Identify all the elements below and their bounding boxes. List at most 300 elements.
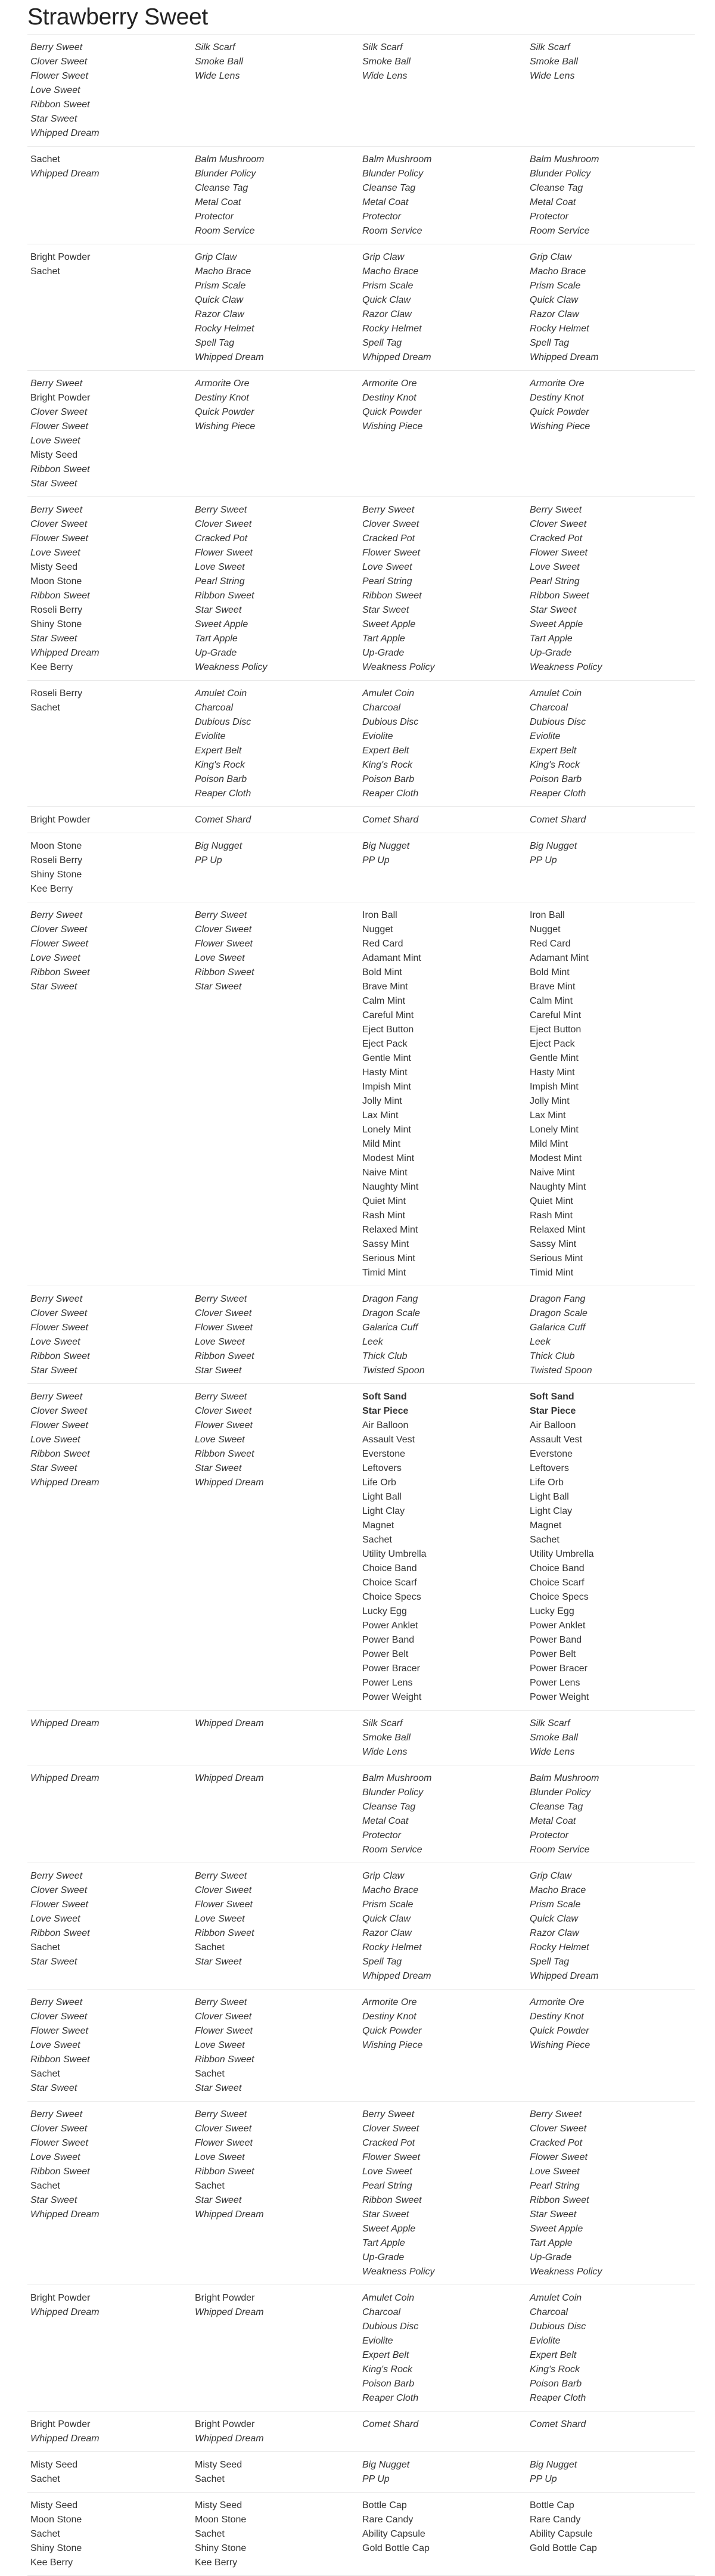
table-cell bbox=[30, 2108, 191, 2222]
item-name: Dubious Disc bbox=[362, 717, 419, 727]
item-name: Assault Vest bbox=[362, 1435, 415, 1445]
item-name: Armorite Ore bbox=[362, 1997, 417, 2007]
item-name: Protector bbox=[195, 212, 234, 222]
item-name: Berry Sweet bbox=[30, 1871, 83, 1881]
item-name: Moon Stone bbox=[30, 576, 82, 586]
item-name: Hasty Mint bbox=[530, 1067, 575, 1078]
item-name: Whipped Dream bbox=[30, 2434, 100, 2444]
table-row bbox=[27, 807, 695, 833]
item-name: Star Sweet bbox=[30, 114, 77, 124]
item-name: Power Belt bbox=[362, 1649, 409, 1659]
table-cell bbox=[195, 1390, 356, 1490]
table-cell bbox=[195, 2499, 356, 2570]
item-name: Balm Mushroom bbox=[362, 1773, 432, 1783]
table-cell bbox=[530, 1292, 691, 1378]
item-name: Quick Claw bbox=[530, 1914, 578, 1924]
item-name: Comet Shard bbox=[530, 2419, 586, 2429]
item-name: Air Balloon bbox=[362, 1420, 409, 1430]
item-name: Macho Brace bbox=[362, 1885, 419, 1895]
item-name: Love Sweet bbox=[30, 2152, 80, 2162]
item-name: Flower Sweet bbox=[530, 548, 587, 558]
item-name: Room Service bbox=[195, 226, 255, 236]
item-name: Serious Mint bbox=[530, 1253, 583, 1264]
item-name: Love Sweet bbox=[30, 1914, 80, 1924]
item-name: Prism Scale bbox=[362, 281, 414, 291]
item-name: Destiny Knot bbox=[362, 2012, 416, 2022]
item-name: Flower Sweet bbox=[30, 1900, 88, 1910]
item-name: Reaper Cloth bbox=[530, 789, 586, 799]
item-name: Macho Brace bbox=[195, 266, 251, 277]
item-name: Love Sweet bbox=[195, 1435, 245, 1445]
item-name: Kee Berry bbox=[195, 2558, 238, 2568]
item-name: Whipped Dream bbox=[362, 1971, 431, 1981]
item-name: Room Service bbox=[530, 226, 590, 236]
item-name: Quick Claw bbox=[362, 295, 411, 305]
item-name: Star Sweet bbox=[362, 605, 409, 615]
item-name: Berry Sweet bbox=[530, 2109, 582, 2119]
item-name: Comet Shard bbox=[530, 815, 586, 825]
item-name: Poison Barb bbox=[530, 2379, 582, 2389]
item-name: Eviolite bbox=[195, 731, 226, 741]
item-name: Clover Sweet bbox=[362, 519, 419, 529]
item-name: Flower Sweet bbox=[195, 2138, 253, 2148]
item-name: Moon Stone bbox=[30, 2515, 82, 2525]
item-name: Metal Coat bbox=[195, 197, 241, 207]
item-name: Charcoal bbox=[362, 703, 401, 713]
item-name: Star Piece bbox=[362, 1406, 409, 1416]
table-row bbox=[27, 147, 695, 244]
item-name: Eject Button bbox=[362, 1025, 414, 1035]
item-name: Power Anklet bbox=[362, 1621, 418, 1631]
item-name: Clover Sweet bbox=[195, 2124, 252, 2134]
item-name: Star Sweet bbox=[195, 982, 242, 992]
item-name: Rocky Helmet bbox=[362, 324, 422, 334]
item-name: Berry Sweet bbox=[195, 1392, 247, 1402]
item-name: Silk Scarf bbox=[530, 42, 570, 52]
table-row bbox=[27, 833, 695, 902]
item-name: Ribbon Sweet bbox=[195, 2167, 254, 2177]
item-name: Galarica Cuff bbox=[362, 1323, 418, 1333]
item-name: Power Band bbox=[530, 1635, 582, 1645]
item-name: Whipped Dream bbox=[30, 2209, 100, 2220]
item-name: Flower Sweet bbox=[30, 1420, 88, 1430]
table-row bbox=[27, 371, 695, 497]
table-cell bbox=[530, 813, 691, 827]
item-name: Choice Scarf bbox=[362, 1578, 417, 1588]
item-name: Clover Sweet bbox=[530, 2124, 587, 2134]
item-name: Weakness Policy bbox=[530, 662, 602, 672]
table-cell bbox=[530, 1995, 691, 2053]
table-cell bbox=[30, 908, 191, 994]
item-name: Twisted Spoon bbox=[530, 1365, 592, 1376]
table-cell bbox=[530, 250, 691, 365]
item-name: Love Sweet bbox=[30, 1337, 80, 1347]
item-name: Whipped Dream bbox=[195, 1718, 264, 1728]
item-name: Eviolite bbox=[362, 2336, 393, 2346]
item-name: Love Sweet bbox=[195, 562, 245, 572]
item-name: Timid Mint bbox=[530, 1268, 574, 1278]
item-name: Room Service bbox=[362, 1845, 422, 1855]
item-name: Ribbon Sweet bbox=[362, 591, 422, 601]
table-row bbox=[27, 1711, 695, 1765]
item-name: Leek bbox=[530, 1337, 551, 1347]
item-name: Smoke Ball bbox=[530, 57, 578, 67]
table-cell bbox=[195, 1717, 356, 1731]
item-name: PP Up bbox=[362, 855, 390, 865]
item-name: Rocky Helmet bbox=[195, 324, 254, 334]
item-name: Grip Claw bbox=[530, 1871, 572, 1881]
item-name: Flower Sweet bbox=[30, 2138, 88, 2148]
item-name: Jolly Mint bbox=[362, 1096, 402, 1106]
item-name: Moon Stone bbox=[30, 841, 82, 851]
item-name: Berry Sweet bbox=[195, 1997, 247, 2007]
item-name: Bright Powder bbox=[30, 815, 91, 825]
item-name: Cleanse Tag bbox=[530, 1802, 583, 1812]
table-row bbox=[27, 2452, 695, 2493]
item-name: Bold Mint bbox=[362, 967, 402, 977]
item-name: Wide Lens bbox=[195, 71, 240, 81]
item-name: Power Lens bbox=[530, 1678, 580, 1688]
table-cell bbox=[195, 2458, 356, 2487]
item-name: Wide Lens bbox=[362, 71, 408, 81]
table-row bbox=[27, 2493, 695, 2576]
item-name: Everstone bbox=[530, 1449, 573, 1459]
item-name: Power Weight bbox=[362, 1692, 422, 1702]
item-name: Roseli Berry bbox=[30, 688, 83, 699]
item-name: Up-Grade bbox=[362, 2252, 405, 2262]
item-name: Metal Coat bbox=[530, 1816, 576, 1826]
item-name: Star Sweet bbox=[195, 2083, 242, 2093]
item-name: Silk Scarf bbox=[362, 1718, 403, 1728]
item-name: Ribbon Sweet bbox=[30, 967, 90, 977]
item-name: Love Sweet bbox=[530, 562, 580, 572]
item-name: Rash Mint bbox=[530, 1211, 573, 1221]
item-name: Everstone bbox=[362, 1449, 406, 1459]
item-name: Smoke Ball bbox=[530, 1733, 578, 1743]
item-name: Room Service bbox=[362, 226, 422, 236]
item-name: Flower Sweet bbox=[30, 71, 88, 81]
item-name: Berry Sweet bbox=[195, 505, 247, 515]
item-name: Light Ball bbox=[362, 1492, 402, 1502]
item-name: Roseli Berry bbox=[30, 855, 83, 865]
item-name: Protector bbox=[362, 212, 401, 222]
item-name: Kee Berry bbox=[30, 662, 73, 672]
table-cell bbox=[530, 839, 691, 868]
item-name: Wishing Piece bbox=[362, 2040, 423, 2050]
table-cell bbox=[530, 1869, 691, 1984]
item-name: Twisted Spoon bbox=[362, 1365, 425, 1376]
item-name: Eviolite bbox=[362, 731, 393, 741]
item-name: Star Sweet bbox=[362, 2209, 409, 2220]
table-cell bbox=[362, 2108, 523, 2279]
item-name: Whipped Dream bbox=[30, 169, 100, 179]
item-name: Flower Sweet bbox=[30, 1323, 88, 1333]
table-cell bbox=[195, 2291, 356, 2320]
item-name: Mild Mint bbox=[362, 1139, 401, 1149]
table-cell bbox=[362, 153, 523, 238]
table-cell bbox=[362, 377, 523, 434]
item-name: Grip Claw bbox=[530, 252, 572, 262]
item-name: Flower Sweet bbox=[30, 939, 88, 949]
item-name: Charcoal bbox=[362, 2307, 401, 2317]
item-name: Ribbon Sweet bbox=[195, 967, 254, 977]
item-name: Spell Tag bbox=[362, 1957, 402, 1967]
table-cell bbox=[195, 1869, 356, 1969]
table-cell bbox=[195, 1771, 356, 1786]
table-cell bbox=[362, 1995, 523, 2053]
item-name: Big Nugget bbox=[530, 2460, 577, 2470]
item-name: Wide Lens bbox=[362, 1747, 408, 1757]
item-name: Soft Sand bbox=[530, 1392, 574, 1402]
item-name: Life Orb bbox=[362, 1478, 396, 1488]
item-name: Gold Bottle Cap bbox=[530, 2543, 597, 2553]
table-cell bbox=[362, 813, 523, 827]
item-name: Brave Mint bbox=[530, 982, 576, 992]
item-name: Shiny Stone bbox=[195, 2543, 247, 2553]
item-name: Sachet bbox=[30, 1942, 60, 1953]
table-cell bbox=[362, 2458, 523, 2487]
table-cell bbox=[530, 2417, 691, 2432]
item-name: Shiny Stone bbox=[30, 870, 82, 880]
item-name: Big Nugget bbox=[530, 841, 577, 851]
item-name: Sweet Apple bbox=[362, 2224, 416, 2234]
item-name: Reaper Cloth bbox=[362, 2393, 419, 2403]
item-name: Thick Club bbox=[530, 1351, 575, 1361]
item-name: Ribbon Sweet bbox=[195, 1928, 254, 1938]
item-name: Misty Seed bbox=[30, 450, 78, 460]
table-cell bbox=[30, 1292, 191, 1378]
item-name: Blunder Policy bbox=[362, 1787, 424, 1798]
item-name: Star Sweet bbox=[195, 1463, 242, 1473]
item-name: Metal Coat bbox=[530, 197, 576, 207]
table-cell bbox=[30, 1771, 191, 1786]
item-name: Adamant Mint bbox=[530, 953, 589, 963]
table-row bbox=[27, 1765, 695, 1863]
page-title: Strawberry Sweet bbox=[27, 4, 208, 30]
item-name: Amulet Coin bbox=[530, 2293, 582, 2303]
item-name: Ribbon Sweet bbox=[30, 591, 90, 601]
item-name: Protector bbox=[530, 1830, 568, 1841]
table-cell bbox=[530, 153, 691, 238]
table-cell bbox=[362, 839, 523, 868]
item-name: Tart Apple bbox=[362, 634, 405, 644]
item-name: Utility Umbrella bbox=[530, 1549, 594, 1559]
item-name: Prism Scale bbox=[362, 1900, 414, 1910]
item-name: Wide Lens bbox=[530, 71, 575, 81]
table-row bbox=[27, 681, 695, 807]
item-name: Leftovers bbox=[530, 1463, 569, 1473]
item-name: Clover Sweet bbox=[195, 1406, 252, 1416]
item-name: Leftovers bbox=[362, 1463, 402, 1473]
item-name: Iron Ball bbox=[362, 910, 397, 920]
item-name: Tart Apple bbox=[530, 634, 573, 644]
item-name: Eject Pack bbox=[530, 1039, 575, 1049]
table-cell bbox=[30, 839, 191, 896]
item-name: Macho Brace bbox=[530, 266, 586, 277]
item-name: Dragon Scale bbox=[362, 1308, 420, 1318]
item-name: Weakness Policy bbox=[362, 2267, 435, 2277]
item-name: Flower Sweet bbox=[195, 939, 253, 949]
item-name: Love Sweet bbox=[30, 1435, 80, 1445]
item-name: Galarica Cuff bbox=[530, 1323, 586, 1333]
item-name: Clover Sweet bbox=[30, 1308, 88, 1318]
table-cell bbox=[362, 1771, 523, 1857]
table-cell bbox=[195, 687, 356, 801]
table-cell bbox=[530, 1771, 691, 1857]
table-cell bbox=[30, 503, 191, 675]
item-name: Dubious Disc bbox=[530, 717, 586, 727]
item-name: Dragon Fang bbox=[362, 1294, 418, 1304]
item-name: Clover Sweet bbox=[195, 924, 252, 935]
item-name: Love Sweet bbox=[30, 953, 80, 963]
item-name: Rocky Helmet bbox=[530, 324, 589, 334]
item-name: Whipped Dream bbox=[195, 1478, 264, 1488]
item-name: King's Rock bbox=[195, 760, 245, 770]
item-name: PP Up bbox=[530, 2474, 557, 2484]
item-name: Expert Belt bbox=[530, 2350, 577, 2360]
item-name: Destiny Knot bbox=[530, 2012, 584, 2022]
item-name: Rocky Helmet bbox=[530, 1942, 589, 1953]
item-name: Berry Sweet bbox=[30, 505, 83, 515]
table-cell bbox=[530, 1390, 691, 1705]
item-name: Calm Mint bbox=[530, 996, 573, 1006]
table-cell bbox=[30, 2417, 191, 2446]
item-name: Love Sweet bbox=[30, 436, 80, 446]
table-cell bbox=[30, 1995, 191, 2096]
table-row bbox=[27, 1863, 695, 1990]
table-row bbox=[27, 35, 695, 147]
item-name: Blunder Policy bbox=[530, 1787, 591, 1798]
item-name: Eviolite bbox=[530, 731, 561, 741]
item-name: Power Weight bbox=[530, 1692, 589, 1702]
item-name: Choice Specs bbox=[362, 1592, 421, 1602]
item-name: Flower Sweet bbox=[30, 2026, 88, 2036]
item-name: Silk Scarf bbox=[362, 42, 403, 52]
item-name: Star Sweet bbox=[30, 1957, 77, 1967]
item-name: Relaxed Mint bbox=[530, 1225, 586, 1235]
item-name: Power Band bbox=[362, 1635, 415, 1645]
item-name: Rocky Helmet bbox=[362, 1942, 422, 1953]
item-name: Star Sweet bbox=[30, 479, 77, 489]
item-name: Quick Powder bbox=[530, 2026, 589, 2036]
item-name: Flower Sweet bbox=[362, 2152, 420, 2162]
item-name: Misty Seed bbox=[30, 2500, 78, 2510]
item-name: Nugget bbox=[530, 924, 561, 935]
item-name: Bottle Cap bbox=[362, 2500, 407, 2510]
item-name: Bright Powder bbox=[30, 393, 91, 403]
item-name: Prism Scale bbox=[530, 1900, 581, 1910]
item-name: Blunder Policy bbox=[195, 169, 256, 179]
item-name: Flower Sweet bbox=[30, 421, 88, 432]
item-name: Cracked Pot bbox=[362, 533, 415, 544]
item-name: Cracked Pot bbox=[530, 2138, 583, 2148]
item-name: Sachet bbox=[195, 2529, 225, 2539]
item-name: Dubious Disc bbox=[362, 2321, 419, 2332]
item-name: Sachet bbox=[530, 1535, 559, 1545]
item-name: Wishing Piece bbox=[530, 421, 590, 432]
item-name: Whipped Dream bbox=[195, 352, 264, 362]
item-name: Misty Seed bbox=[30, 2460, 78, 2470]
item-name: Choice Band bbox=[362, 1563, 417, 1573]
item-name: Ability Capsule bbox=[362, 2529, 425, 2539]
item-name: Armorite Ore bbox=[362, 378, 417, 389]
item-name: Light Ball bbox=[530, 1492, 569, 1502]
item-name: Berry Sweet bbox=[30, 378, 83, 389]
item-name: Ribbon Sweet bbox=[195, 1351, 254, 1361]
table-cell bbox=[195, 1292, 356, 1378]
item-name: Wide Lens bbox=[530, 1747, 575, 1757]
table-cell bbox=[530, 2499, 691, 2556]
item-name: Star Sweet bbox=[195, 605, 242, 615]
item-name: Bright Powder bbox=[30, 2419, 91, 2429]
item-name: Amulet Coin bbox=[362, 688, 415, 699]
table-row bbox=[27, 497, 695, 681]
item-name: Star Sweet bbox=[530, 605, 577, 615]
item-name: Serious Mint bbox=[362, 1253, 415, 1264]
item-name: Naive Mint bbox=[530, 1168, 575, 1178]
item-name: Clover Sweet bbox=[195, 519, 252, 529]
item-name: Kee Berry bbox=[30, 2558, 73, 2568]
item-name: Big Nugget bbox=[195, 841, 243, 851]
table-cell bbox=[530, 908, 691, 1280]
item-name: Flower Sweet bbox=[195, 548, 253, 558]
item-name: Thick Club bbox=[362, 1351, 408, 1361]
table-cell bbox=[362, 687, 523, 801]
item-name: Love Sweet bbox=[30, 85, 80, 95]
item-name: Rare Candy bbox=[362, 2515, 414, 2525]
table-cell bbox=[195, 2108, 356, 2222]
table-cell bbox=[30, 2499, 191, 2570]
item-name: Ribbon Sweet bbox=[195, 2054, 254, 2065]
table-cell bbox=[362, 1390, 523, 1705]
item-name: Smoke Ball bbox=[362, 57, 411, 67]
item-name: Eject Button bbox=[530, 1025, 582, 1035]
item-name: Love Sweet bbox=[362, 2167, 412, 2177]
item-name: Up-Grade bbox=[195, 648, 237, 658]
item-name: Love Sweet bbox=[30, 548, 80, 558]
table-cell bbox=[530, 41, 691, 83]
item-name: Flower Sweet bbox=[195, 1900, 253, 1910]
item-name: Whipped Dream bbox=[30, 1718, 100, 1728]
item-name: Protector bbox=[530, 212, 568, 222]
item-name: Comet Shard bbox=[362, 815, 419, 825]
item-name: Lax Mint bbox=[530, 1110, 566, 1121]
item-name: Lonely Mint bbox=[530, 1125, 579, 1135]
item-name: Balm Mushroom bbox=[195, 154, 265, 165]
table-cell bbox=[30, 687, 191, 715]
item-name: Razor Claw bbox=[530, 1928, 579, 1938]
item-name: Grip Claw bbox=[195, 252, 237, 262]
item-name: Up-Grade bbox=[530, 648, 572, 658]
item-name: Red Card bbox=[362, 939, 403, 949]
item-name: Ribbon Sweet bbox=[362, 2195, 422, 2205]
item-name: Star Sweet bbox=[30, 634, 77, 644]
item-name: Clover Sweet bbox=[30, 1406, 88, 1416]
item-name: Macho Brace bbox=[530, 1885, 586, 1895]
item-name: Bright Powder bbox=[195, 2419, 255, 2429]
table-cell bbox=[362, 908, 523, 1280]
item-name: Ribbon Sweet bbox=[30, 2054, 90, 2065]
item-name: Lucky Egg bbox=[530, 1606, 574, 1616]
table-cell bbox=[30, 1869, 191, 1969]
item-name: Berry Sweet bbox=[30, 42, 83, 52]
item-name: Star Sweet bbox=[30, 1463, 77, 1473]
item-name: Star Sweet bbox=[30, 982, 77, 992]
item-name: Pearl String bbox=[530, 2181, 580, 2191]
item-name: Whipped Dream bbox=[530, 352, 599, 362]
item-name: Quick Claw bbox=[195, 295, 243, 305]
item-name: Misty Seed bbox=[195, 2460, 243, 2470]
